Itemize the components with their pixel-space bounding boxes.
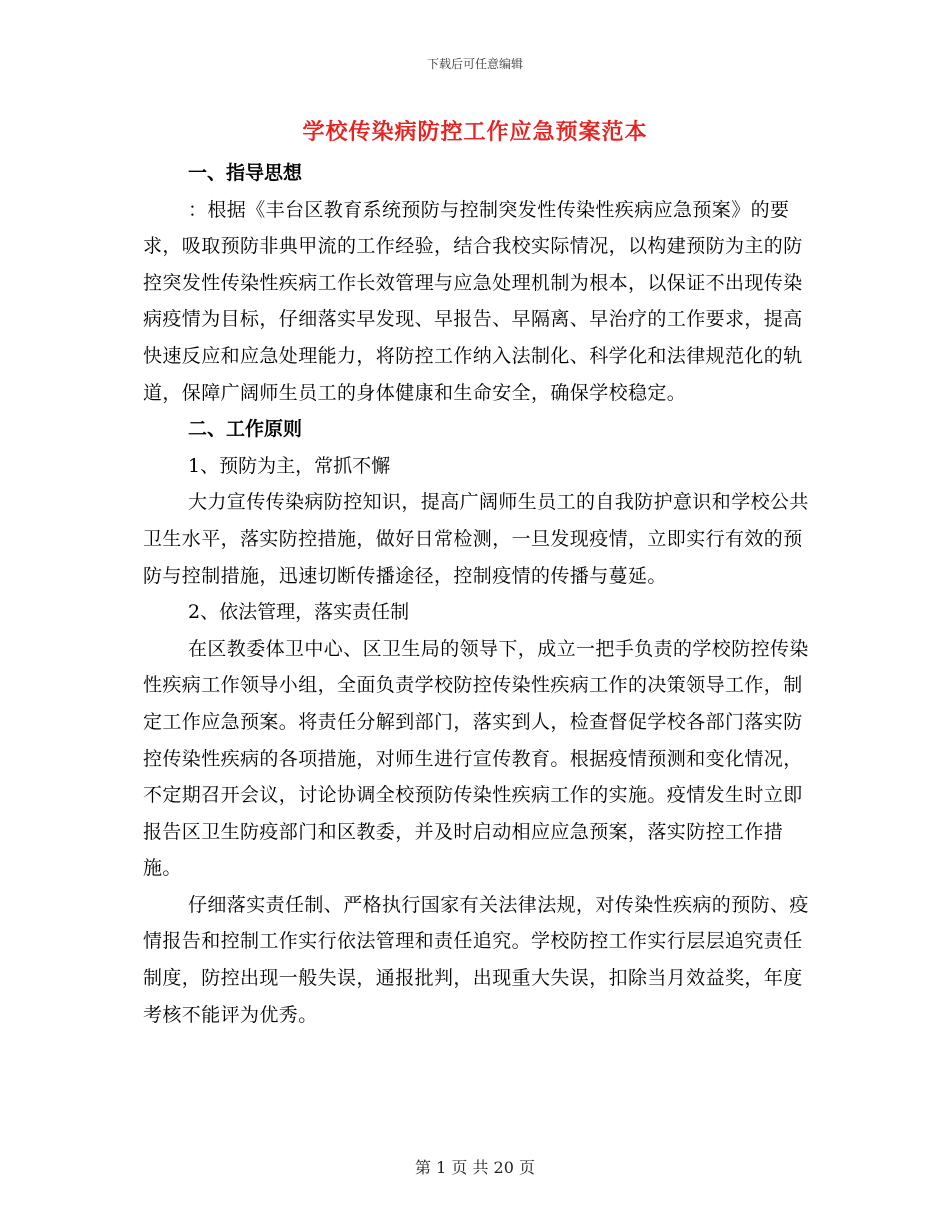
paragraph-lawful-management: 在区教委体卫中心、区卫生局的领导下，成立一把手负责的学校防控传染性疾病工作领导小组，全面负责学校防控传染性疾病工作的决策领导工作，制定工作应急预案。将责任分解到部门，落实到人，检查督促学校各部门落实防控传染性疾病的各项措施，对师生进行宣传教育。根据疫情预测和变化情况，不定期召开会议，讨论协调全校预防传染性疾病工作的实施。疫情发生时立即报告区卫生防疫部门和区教委，并及时启动相应应急预案，落实防控工作措施。 bbox=[143, 637, 809, 880]
subheading-prevention-first: 1、预防为主，常抓不懈 bbox=[188, 454, 391, 477]
section-heading-guiding-ideology: 一、指导思想 bbox=[188, 162, 303, 184]
page-header-note: 下载后可任意编辑 bbox=[426, 57, 523, 71]
document-title: 学校传染病防控工作应急预案范本 bbox=[302, 119, 648, 145]
subheading-lawful-management: 2、依法管理，落实责任制 bbox=[188, 601, 410, 624]
paragraph-guiding-ideology: ：根据《丰台区教育系统预防与控制突发性传染性疾病应急预案》的要求，吸取预防非典甲流的工作经验，结合我校实际情况，以构建预防为主的防控突发性传染性疾病工作长效管理与应急处理机制为根本，以保证不出现传染病疫情为目标，仔细落实早发现、早报告、早隔离、早治疗的工作要求，提高快速反应和应急处理能力，将防控工作纳入法制化、科学化和法律规范化的轨道，保障广阔师生员工的身体健康和生命安全，确保学校稳定。 bbox=[143, 198, 803, 404]
paragraph-responsibility-system: 仔细落实责任制、严格执行国家有关法律法规，对传染性疾病的预防、疫情报告和控制工作实行依法管理和责任追究。学校防控工作实行层层追究责任制度，防控出现一般失误，通报批判，出现重大失误，扣除当月效益奖，年度考核不能评为优秀。 bbox=[143, 893, 809, 1026]
document-body bbox=[143, 155, 813, 1033]
paragraph-prevention-first: 大力宣传传染病防控知识，提高广阔师生员工的自我防护意识和学校公共卫生水平，落实防控措施，做好日常检测，一旦发现疫情，立即实行有效的预防与控制措施，迅速切断传播途径，控制疫情的传播与蔓延。 bbox=[143, 491, 809, 587]
section-heading-work-principles: 二、工作原则 bbox=[188, 418, 303, 441]
page-footer-pagination: 第 1 页 共 20 页 bbox=[415, 1158, 535, 1177]
